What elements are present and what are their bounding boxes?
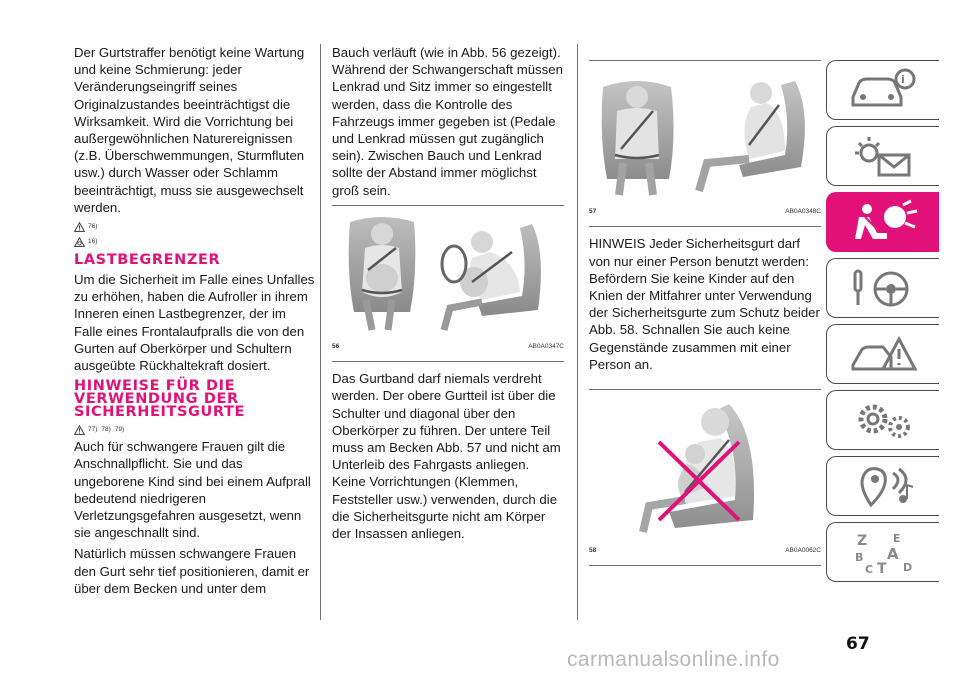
car-dashboard-icon [845, 67, 921, 113]
tab-emergency[interactable] [826, 324, 939, 384]
paragraph-gurtstraffer: Der Gurtstraffer benötigt keine Wartung und keine Schmierung: jeder Veränderungseingriff seines Originalzustandes beeinträchtigst die Wirksamkeit. Wird die Vorrichtung bei außergewöhnlichen Naturereignissen (z.B. Überschwemmungen, Sturmfluten usw.) durch Wasser oder Schlamm beeinträchtigt, muss sie ausgewechselt werden. [74, 45, 305, 215]
chapter-tabs [826, 60, 940, 588]
figure-bottom-rule [589, 565, 821, 566]
figure-top-rule [589, 389, 821, 390]
figure-number: 57 [589, 208, 597, 216]
paragraph-gurtposition: Natürlich müssen schwangere Frauen den Gurt sehr tief positionieren, damit er über dem Becken und unter dem [74, 546, 310, 596]
figure-top-rule [332, 205, 564, 206]
child-on-lap-prohibited-illustration [589, 396, 821, 536]
warning-lights-icon [845, 133, 921, 179]
tab-multimedia[interactable] [826, 456, 939, 516]
warning-ref-label: 16) [88, 237, 98, 245]
figure-56 [332, 212, 564, 355]
page-number: 67 [846, 634, 870, 654]
figure-number: 58 [589, 547, 597, 555]
steering-wheel-key-icon [845, 265, 921, 311]
index-letter: Z [857, 533, 868, 549]
warning-ref-76 [74, 220, 316, 233]
column-3 [589, 44, 821, 566]
figure-57 [589, 67, 821, 220]
tab-car-dashboard[interactable] [826, 60, 939, 120]
caution-triangle-icon [74, 237, 85, 247]
seated-passengers-seatbelt-illustration [589, 67, 821, 197]
warning-triangle-icon [74, 222, 85, 232]
tab-maintenance[interactable] [826, 390, 939, 450]
paragraph-gurtband: Das Gurtband darf niemals verdreht werden. Der obere Gurtteil ist über die Schulter und diagonal über den Oberkörper zu führen. Der untere Teil muss am Becken Abb. 57 und nicht am Unterleib des Fahrgasts anliegen. Keine Vorrichtungen (Klemmen, Feststeller usw.) verwenden, durch die die Sicherheitsgurte nicht am Körper der Insassen anliegen. [332, 371, 561, 542]
heading-lastbegrenzer: LASTBEGRENZER [74, 252, 221, 269]
index-letters-icon [845, 529, 921, 575]
index-letter: A [887, 545, 899, 563]
index-letter: C [865, 563, 874, 575]
paragraph-lastbegrenzer: Um die Sicherheit im Falle eines Unfalles zu erhöhen, haben die Aufroller in ihrem Inneren einen Lastbegrenzer, der im Falle eines Frontalaufpralls die von den Gurten auf Oberkörper und Schultern ausgeübte Rückhaltekraft dosiert. [74, 272, 315, 374]
figure-caption [589, 203, 821, 220]
svg-text:i: i [901, 73, 905, 86]
figure-caption [589, 542, 821, 559]
tab-starting-driving[interactable] [826, 258, 939, 318]
column-divider [577, 44, 578, 620]
figure-58 [589, 396, 821, 559]
figure-number: 56 [332, 343, 340, 351]
warning-ref-label: 77) [88, 426, 98, 434]
paragraph-schwangere: Auch für schwangere Frauen gilt die Anschnallpflicht. Sie und das ungeborene Kind sind bei einem Aufprall bedeutend niedrigeren Verletzungsgefahren ausgesetzt, wenn sie angeschnallt sind. [74, 439, 311, 541]
paragraph-hinweis: HINWEIS Jeder Sicherheitsgurt darf von nur einer Person benutzt werden: Befördern Sie keine Kinder auf den Knien der Mitfahrer unter Verwendung der Sicherheitsgurte zum Schutz beider Abb. 58. Schnallen Sie auch keine Gegenstände zusammen mit einer Person an. [589, 236, 820, 372]
figure-caption [332, 338, 564, 355]
heading-hinweise: HINWEISE FÜR DIE VERWENDUNG DER SICHERHEITSGURTE [74, 378, 246, 421]
figure-code: AB0A0062C [785, 547, 821, 555]
column-divider [320, 44, 321, 620]
tab-warning-lights[interactable] [826, 126, 939, 186]
index-letter: E [893, 532, 901, 545]
multimedia-icon [845, 463, 921, 509]
warning-ref-label: 79) [114, 426, 125, 434]
index-letter: T [877, 561, 887, 575]
warning-triangle-icon [74, 425, 85, 435]
figure-top-rule [589, 60, 821, 61]
column-1 [74, 44, 316, 601]
index-letter: B [855, 551, 864, 564]
figure-bottom-rule [589, 226, 821, 227]
figure-code: AB0A0348C [785, 208, 821, 216]
figure-bottom-rule [332, 361, 564, 362]
breakdown-triangle-icon [845, 331, 921, 377]
pregnant-woman-seatbelt-illustration [332, 212, 564, 332]
column-2 [332, 44, 564, 546]
maintenance-gears-icon [845, 397, 921, 443]
warning-refs-77-79 [74, 423, 316, 436]
warning-ref-16 [74, 235, 316, 248]
figure-code: AB0A0347C [528, 343, 564, 351]
tab-safety[interactable] [826, 192, 939, 252]
paragraph-bauch: Bauch verläuft (wie in Abb. 56 gezeigt). Während der Schwangerschaft müssen Lenkrad und Sitz immer so eingestellt werden, dass die Kontrolle des Fahrzeugs immer gegeben ist (Pedale und Lenkrad müssen gut zugänglich sein). Zwischen Bauch und Lenkrad sollte der Abstand immer möglichst groß sein. [332, 45, 563, 198]
watermark: carmanualsonline.info [567, 648, 780, 671]
index-letter: D [903, 561, 913, 574]
tab-index[interactable] [826, 522, 939, 582]
airbag-passenger-icon [845, 199, 921, 245]
warning-ref-label: 76) [88, 222, 98, 230]
warning-ref-label: 78) [101, 426, 111, 434]
